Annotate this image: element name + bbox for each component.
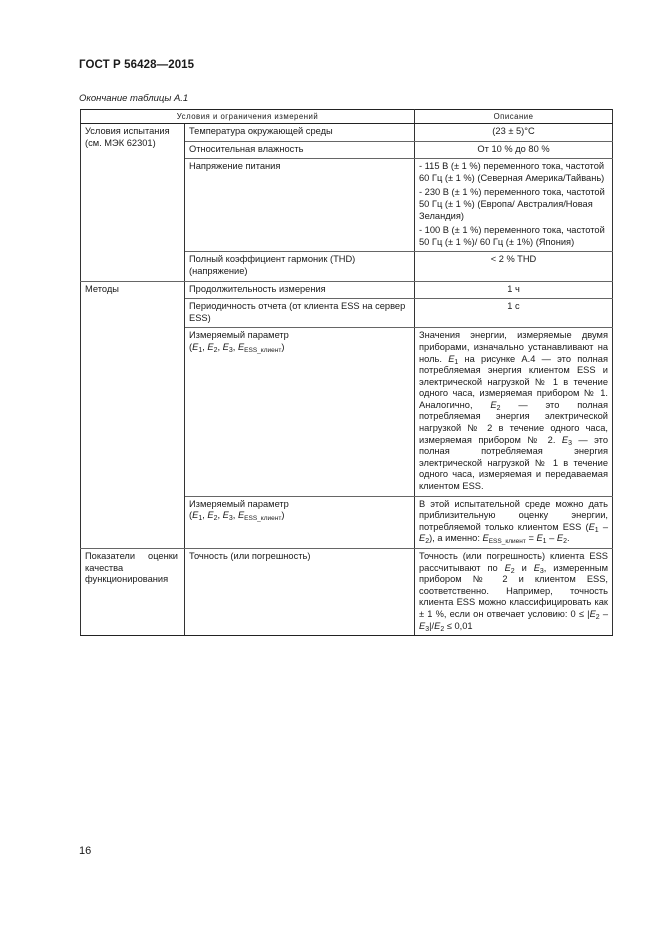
table-row: [81, 549, 613, 636]
category-quality-indicators: Показатели оценки качества функционирования: [81, 549, 185, 636]
value-measured-quantity-2: В этой испытательной среде можно дать приблизительную оценку энергии, потребляемой только клиентом ESS $(E_1 - E_2)$, а именно: $E_{ESS\_клиент} = E_1 - E_2$.: [415, 496, 613, 548]
table-caption: Окончание таблицы А.1: [79, 93, 189, 104]
requirements-table: [80, 109, 613, 636]
param-measurement-duration: Продолжительность измерения: [185, 281, 415, 299]
value-accuracy: Точность (или погрешность) клиента ESS рассчитывают по $E_2$ и $E_3$, измеренным прибором № 2 и клиентом ESS, соответственно. Например, точность клиента ESS можно классифицировать как ± 1 %, если он отвечает условию: $0 \le |E_2 - E_3|/E_2 \le 0,01$: [415, 549, 613, 636]
value-thd: < 2 % THD: [415, 252, 613, 281]
param-thd: Полный коэффициент гармоник (THD) (напряжение): [185, 252, 415, 281]
category-methods: Методы: [81, 281, 185, 548]
voltage-option-japan: - 100 В (± 1 %) переменного тока, частотой 50 Гц (± 1 %)/ 60 Гц (± 1%) (Япония): [419, 225, 605, 247]
param-relative-humidity: Относительная влажность: [185, 141, 415, 159]
value-relative-humidity: От 10 % до 80 %: [415, 141, 613, 159]
value-measured-quantity-1: Значения энергии, измеряемые двумя приборами, изначально устанавливают на ноль. $E_1$ на рисунке А.4 — это полная потребляемая энергия клиентом ESS и электрической нагрузкой № 1 в течение одного часа, измеряемая прибором № 1. Аналогично, $E_2$ — это полная потребляемая энергия электрической нагрузкой № 2 в течение одного часа, измеряемая прибором № 2. $E_3$ — это полная потребляемая энергия электрической нагрузкой № 1 в течение одного часа, измеряемая и передаваемая клиентом ESS.: [415, 328, 613, 496]
param-ambient-temperature: Температура окружающей среды: [185, 124, 415, 142]
voltage-option-north-america: - 115 В (± 1 %) переменного тока, частотой 60 Гц (± 1 %) (Северная Америка/Тайвань): [419, 161, 605, 183]
voltage-option-europe: - 230 В (± 1 %) переменного тока, частотой 50 Гц (± 1 %) (Европа/ Австралия/Новая Зеландия): [419, 187, 605, 221]
header-conditions: Условия и ограничения измерений: [81, 110, 415, 124]
document-header: ГОСТ Р 56428—2015: [79, 59, 195, 71]
param-measured-quantity-1: Измеряемый параметр ($E_1$, $E_2$, $E_3$, $E_{ESS\_клиент}$): [185, 328, 415, 496]
category-test-conditions: Условия испытания (см. МЭК 62301): [81, 124, 185, 282]
table-header-row: [81, 110, 613, 124]
value-supply-voltage: [415, 159, 613, 252]
page-number: 16: [79, 845, 92, 857]
value-ambient-temperature: (23 ± 5)°C: [415, 124, 613, 142]
param-measured-quantity-2: Измеряемый параметр ($E_1$, $E_2$, $E_3$, $E_{ESS\_клиент}$): [185, 496, 415, 548]
param-accuracy: Точность (или погрешность): [185, 549, 415, 636]
header-description: Описание: [415, 110, 613, 124]
value-report-period: 1 с: [415, 299, 613, 328]
value-measurement-duration: 1 ч: [415, 281, 613, 299]
param-supply-voltage: Напряжение питания: [185, 159, 415, 252]
param-report-period: Периодичность отчета (от клиента ESS на сервер ESS): [185, 299, 415, 328]
table-row: [81, 281, 613, 299]
table-row: [81, 124, 613, 142]
